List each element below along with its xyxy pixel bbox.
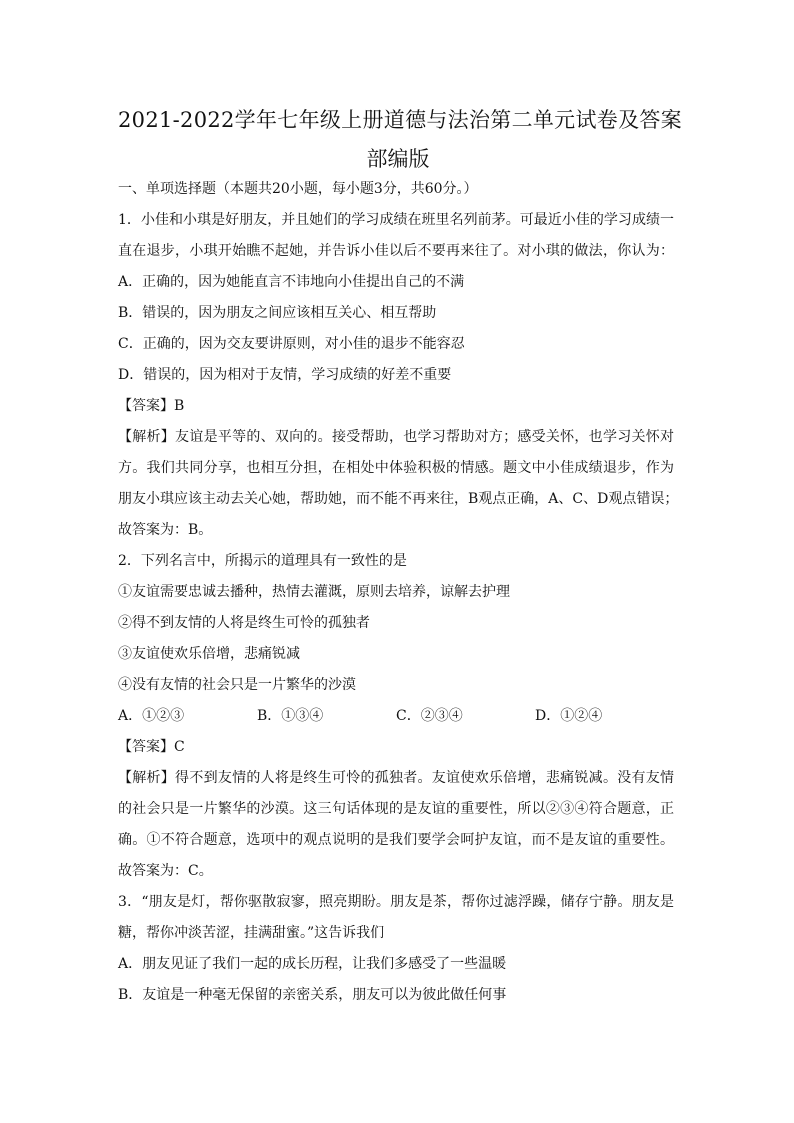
q2-option-b: B．①③④ [257, 708, 324, 724]
text-line: 【答案】B [118, 398, 185, 414]
document-subtitle: 部编版 [366, 147, 430, 171]
q2-options [118, 701, 674, 732]
question-block-2 [118, 732, 674, 1011]
text-line: 2．下列名言中，所揭示的道理具有一致性的是 [118, 553, 407, 569]
text-line: C．正确的，因为交友要讲原则，对小佳的退步不能容忍 [118, 336, 465, 352]
document-title: 2021-2022学年七年级上册道德与法治第二单元试卷及答案 [118, 108, 682, 132]
text-line: 直在退步，小琪开始瞧不起她，并告诉小佳以后不要再来往了。对小琪的做法，你认为： [118, 243, 674, 259]
text-line: 糖，帮你冲淡苦涩，挂满甜蜜。”这告诉我们 [118, 925, 385, 941]
text-line: D．错误的，因为相对于友情，学习成绩的好差不重要 [118, 367, 452, 383]
text-line: ②得不到友情的人将是终生可怜的孤独者 [118, 615, 370, 631]
text-line: 【答案】C [118, 739, 185, 755]
text-line: ①友谊需要忠诚去播种，热情去灌溉，原则去培养，谅解去护理 [118, 584, 510, 600]
text-line: 【解析】得不到友情的人将是终生可怜的孤独者。友谊使欢乐倍增，悲痛锐减。没有友情 [118, 770, 674, 786]
text-line: 故答案为：C。 [118, 863, 213, 879]
text-line: B．友谊是一种毫无保留的亲密关系，朋友可以为彼此做任何事 [118, 987, 507, 1003]
text-line: A．正确的，因为她能直言不讳地向小佳提出自己的不满 [118, 274, 465, 290]
text-line: 的社会只是一片繁华的沙漠。这三句话体现的是友谊的重要性，所以②③④符合题意，正 [118, 801, 674, 817]
document-body [118, 174, 679, 1011]
text-line: 【解析】友谊是平等的、双向的。接受帮助，也学习帮助对方；感受关怀，也学习关怀对 [118, 429, 674, 445]
text-line: 确。①不符合题意，选项中的观点说明的是我们要学会呵护友谊，而不是友谊的重要性。 [118, 832, 674, 848]
q2-option-a: A．①②③ [118, 708, 185, 724]
text-line: 故答案为：B。 [118, 522, 213, 538]
text-line: 1．小佳和小琪是好朋友，并且她们的学习成绩在班里名列前茅。可最近小佳的学习成绩一 [118, 212, 674, 228]
text-line: A．朋友见证了我们一起的成长历程，让我们多感受了一些温暖 [118, 956, 507, 972]
text-line: 方。我们共同分享，也相互分担，在相处中体验积极的情感。题文中小佳成绩退步，作为 [118, 460, 674, 476]
q2-option-d: D．①②④ [535, 708, 603, 724]
text-line: B．错误的，因为朋友之间应该相互关心、相互帮助 [118, 305, 437, 321]
section-heading: 一、单项选择题（本题共20小题，每小题3分，共60分。） [118, 181, 478, 197]
text-line: ③友谊使欢乐倍增，悲痛锐减 [118, 646, 300, 662]
question-block-1 [118, 205, 679, 701]
text-line: ④没有友情的社会只是一片繁华的沙漠 [118, 677, 356, 693]
text-line: 3．“朋友是灯，帮你驱散寂寥，照亮期盼。朋友是茶，帮你过滤浮躁，储存宁静。朋友是 [118, 894, 674, 910]
text-line: 朋友小琪应该主动去关心她，帮助她，而不能不再来往，B观点正确，A、C、D观点错误； [118, 491, 679, 507]
q2-option-c: C．②③④ [396, 708, 463, 724]
